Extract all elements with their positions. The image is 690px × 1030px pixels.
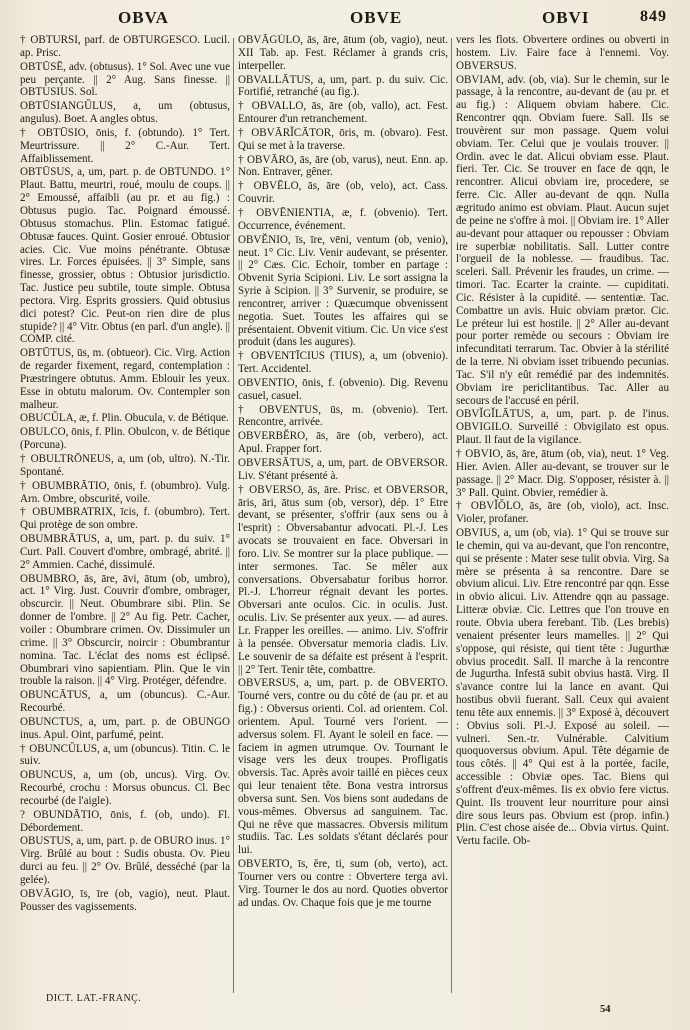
running-head-left: OBVA <box>118 8 169 27</box>
running-head-center: OBVE <box>350 8 403 27</box>
footer-signature: DICT. LAT.-FRANÇ. <box>46 993 142 1004</box>
dictionary-entry: OBUMBRO, ās, āre, āvi, ātum (ob, umbro), act. 1° Virg. Just. Couvrir d'ombre, ombrager, obscurcir. || Neut. Obumbrare sibi. Plin. Se donner de l'ombre. || 2° Au fig. Petr. Cacher, voiler : Obumbrare crimen. Ov. Dissimuler un crime. || 3° Obscurcir, noircir : Obumbrantur nomina. Tac. L'éclat des noms est éclipsé. Obumbrari vino sapientiam. Plin. Que le vin trouble la raison. || 4° Virg. Protéger, défendre. <box>20 572 230 688</box>
dictionary-entry: OBUCŬLA, æ, f. Plin. Obucula, v. de Bétique. <box>20 412 229 425</box>
column-divider <box>451 38 452 993</box>
running-head-right: OBVI <box>542 8 590 27</box>
dictionary-entry: † OBUNCŬLUS, a, um (obuncus). Titin. C. le suiv. <box>20 742 230 768</box>
dictionary-entry: OBUSTUS, a, um, part. p. de OBURO inus. 1° Virg. Brûlé au bout : Sudis obusta. Ov. Pieu durci au feu. || 2° Ov. Brûlé, desséché (par la gelée). <box>20 835 230 886</box>
column-3 <box>456 34 669 992</box>
dictionary-entry: OBVERSUS, a, um, part. p. de OBVERTO. Tourné vers, contre ou du côté de (au pr. et au fig.) : Obversus orienti. Col. ad orientem. Col. orientem. Apul. Tourné vers l'orient. — adversus solem. Fl. Ayant le soleil en face. — faciem in agmen utrumque. Ov. Tournant le visage vers les deux troupes. Profligatis obversis. Tac. Après avoir taillé en pièces ceux qui leur tenaient tête. Bona vestra introrsus obversa sunt. Sen. Vos biens sont audedans de vous-mêmes. Obversus ad sanguinem. Tac. Qui ne rêve que massacres. Obversis militum studiis. Tac. Les soldats s'étant déclarés pour lui. <box>238 677 448 857</box>
dictionary-entry: † OBVALLO, ās, āre (ob, vallo), act. Fest. Entourer d'un retranchement. <box>238 100 448 126</box>
sheet-number: 54 <box>600 1004 611 1015</box>
dictionary-entry: † OBVENTUS, ūs, m. (obvenio). Tert. Rencontre, arrivée. <box>238 403 448 429</box>
dictionary-entry: ? OBUNDĀTIO, ōnis, f. (ob, undo). Fl. Débordement. <box>20 808 230 834</box>
dictionary-entry: OBVIAM, adv. (ob, via). Sur le chemin, sur le passage, à la rencontre, au-devant de (au pr. et au fig.) : Aliquem obviam habere. Cic. Rencontrer qqn. Obviam fuere. Sall. Ils se trouvèrent sur mon passage. Quem volui obviam. Ter. Celui que je voulais trouver. || Ordin. avec le dat. Alicui obviam esse. Plaut. fieri. Ter. Cic. Se trouver en face de qqn, le rencontrer. Alicui obviam ire, procedere, se ferre. Cic. Aller au-devant de qqn. Nulla ægritudo animo est obviam. Plaut. Aucun sujet de peine ne s'offre à moi. || Obviam ire. 1° Aller au-devant pour attaquer ou repousser : Obviam ire superbiæ nobilitatis. Sall. Lutter contre l'orgueil de la noblesse. — fraudibus. Tac. sceleri. Sall. Prévenir les fraudes, un crime. — timori. Tac. Ecarter la crainte. — cupiditati. Cic. Résister à la cupidité. — sententiæ. Tac. Combattre un avis. Huic obviam prætor. Cic. Le préteur lui est hostile. || 2° Aller au-devant pour porter remède ou secours : Obviam ire infecunditati terrarum. Tac. Obvier à la stérilité de la terre. Ni obviam isset tribuendo pecunias. Tac. S'il n'y eût remédié par des indemnités. Obviam ire periclitantibus. Tac. Aller au secours de l'accusé en péril. <box>456 73 669 407</box>
dictionary-entry: OBUNCĀTUS, a, um (obuncus). C.-Aur. Recourbé. <box>20 689 230 715</box>
dictionary-entry: OBVĀGŬLO, ās, āre, ātum (ob, vagio), neut. XII Tab. ap. Fest. Réclamer à grands cris, interpeller. <box>238 34 448 72</box>
dictionary-entry: OBTŪTUS, ūs, m. (obtueor). Cic. Virg. Action de regarder fixement, regard, contemplation : Præstringere obtutus. Amm. Eblouir les yeux. Esse in obtutu malorum. Ov. Contempler son malheur. <box>20 347 230 411</box>
dictionary-entry: OBVALLĀTUS, a, um, part. p. du suiv. Cic. Fortifié, retranché (au fig.). <box>238 73 448 99</box>
dictionary-entry: † OBVĀRO, ās, āre (ob, varus), neut. Enn. ap. Non. Entraver, gêner. <box>238 153 448 179</box>
dictionary-entry: OBVENTIO, ōnis, f. (obvenio). Dig. Revenu casuel, casuel. <box>238 376 448 402</box>
dictionary-entry: OBTŪSIANGŬLUS, a, um (obtusus, angulus). Boet. A angles obtus. <box>20 100 230 126</box>
dictionary-entry: † OBUMBRATRIX, īcis, f. (obumbro). Tert. Qui protège de son ombre. <box>20 506 230 532</box>
dictionary-entry: † OBVĬŎLO, ās, āre (ob, violo), act. Insc. Violer, profaner. <box>456 500 669 526</box>
dictionary-entry: † OBVERSO, ās, āre. Prisc. et OBVERSOR, āris, āri, ātus sum (ob, versor), dép. 1° Etre devant, se présenter, s'offrir (aux sens ou à l'esprit) : Obversabantur advocati. Pl.-J. Les avocats se trouvaient en face. Obversari in foro. Liv. Se montrer sur la place publique. — inter sermones. Tac. Se mêler aux conversations. Obversabatur foribus horror. Pl.-J. L'horreur régnait devant les portes. Obversari ante oculos. Cic. in oculis. Just. oculis. Liv. Se présenter aux yeux. — ad aures. Lr. Frapper les oreilles. — animo. Liv. S'offrir à la pensée. Obversatur memoria cladis. Liv. Le souvenir de sa défaite est présent à l'esprit. || 2° Tert. Tenir tête, combattre. <box>238 483 448 676</box>
dictionary-entry: OBULCO, ōnis, f. Plin. Obulcon, v. de Bétique (Porcuna). <box>20 426 230 452</box>
dictionary-entry: † OBVIO, ās, āre, ātum (ob, via), neut. 1° Veg. Hier. Avien. Aller au-devant, se trouver sur le passage. || 2° Macr. Dig. S'opposer, résister à. || 3° Pall. Quint. Obvier, remédier à. <box>456 448 669 499</box>
dictionary-entry: † OBULTRŌNEUS, a, um (ob, ultro). N.-Tir. Spontané. <box>20 453 230 478</box>
column-2 <box>238 34 448 992</box>
dictionary-entry: OBVĔNIO, īs, īre, vēni, ventum (ob, venio), neut. 1° Cic. Liv. Venir audevant, se présenter. || 2° Cæs. Cic. Echoir, tomber en partage : Obvenit Syria Scipioni. Liv. Le sort assigna la Syrie à Scipion. || 3° Survenir, se produire, se rencontrer, arriver : Quæcumque obvenissent negotia. Suet. Toutes les affaires qui se présentaient. Obvenit vitium. Cic. Un vice s'est produit (dans les augures). <box>238 233 448 349</box>
dictionary-entry: † OBTURSI, parf. de OBTURGESCO. Lucil. ap. Prisc. <box>20 34 230 59</box>
column-divider <box>233 38 234 993</box>
dictionary-entry: † OBVĀRĬCĀTOR, ōris, m. (obvaro). Fest. Qui se met à la traverse. <box>238 126 448 152</box>
dictionary-entry: OBVERTO, īs, ĕre, ti, sum (ob, verto), act. Tourner vers ou contre : Obvertere terga avi. Virg. Tourner le dos au nord. Quoties obvertor ad undas. Ov. Chaque fois que je me tourne <box>238 858 448 909</box>
dictionary-entry: OBUNCUS, a, um (ob, uncus). Virg. Ov. Recourbé, crochu : Morsus obuncus. Cl. Bec recourbé (de l'aigle). <box>20 769 230 807</box>
dictionary-entry: † OBTŪSIO, ōnis, f. (obtundo). 1° Tert. Meurtrissure. || 2° C.-Aur. Tert. Affaiblissement. <box>20 126 230 165</box>
dictionary-entry: OBVĀGIO, īs, īre (ob, vagio), neut. Plaut. Pousser des vagissements. <box>20 887 230 913</box>
dictionary-entry: OBVIUS, a, um (ob, via). 1° Qui se trouve sur le chemin, qui va au-devant, que l'on rencontre, qui se présente : Mater sese tulit obvia. Virg. Sa mère se présenta à sa rencontre. Dare se obvium alicui. Liv. Etre rencontré par qqn. Esse in obvio alicui. Liv. Attendre qqn au passage. Litteræ obviæ. Cic. Lettres que l'on trouve en route. Obvia ubera ferebant. Tib. (Les brebis) venaient présenter leurs mamelles. || 2° Qui s'oppose, qui résiste, qui tient tête : Jugurthæ obvius procedit. Sall. Il marche à la rencontre de Jugurtha. Infestā subit obvius hastā. Virg. Il s'avance contre lui la lance en avant. Qui hostibus obvii fuerant. Sall. Ceux qui avaient tenu tête aux ennemis. || 3° Exposé à, découvert : Obvius soli. Pl.-J. Exposé au soleil. — vulneri. Sen.-tr. Vulnérable. Calvitium quoquoversus obvium. Apul. Tête dégarnie de tous côtés. || 4° Qui est à la portée, facile, accessible : Obviæ opes. Tac. Biens qui s'offrent d'eux-mêmes. Iis ex obvio fere victus. Quint. Ils trouvent leur nourriture pour ainsi dire sous leurs pas. Obvium est (prop. infin.) Plin. C'est chose aisée de... Obvia virtus. Quint. Vertu facile. Ob- <box>456 527 669 848</box>
column-1 <box>20 34 230 992</box>
dictionary-entry: OBTŪSĒ, adv. (obtusus). 1° Sol. Avec une vue peu perçante. || 2° Aug. Sans finesse. || OBTUSIUS. Sol. <box>20 60 230 99</box>
dictionary-entry: † OBVĒLO, ās, āre (ob, velo), act. Cass. Couvrir. <box>238 180 448 206</box>
page-number: 849 <box>640 8 667 25</box>
dictionary-entry: OBVERBĔRO, ās, āre (ob, verbero), act. Apul. Frapper fort. <box>238 430 448 456</box>
dictionary-entry: vers les flots. Obvertere ordines ou obverti in hostem. Liv. Faire face à l'ennemi. Voy. OBVERSUS. <box>456 34 669 72</box>
dictionary-entry: OBUMBRĀTUS, a, um, part. p. du suiv. 1° Curt. Pall. Couvert d'ombre, ombragé, abrité. || 2° Ammien. Caché, dissimulé. <box>20 533 230 571</box>
page-header <box>0 8 690 30</box>
dictionary-entry: OBVĬGĬLĀTUS, a, um, part. p. de l'inus. OBVIGILO. Surveillé : Obvigilato est opus. Plaut. Il faut de la vigilance. <box>456 408 669 447</box>
dictionary-entry: OBVERSĀTUS, a, um, part. de OBVERSOR. Liv. S'étant présenté à. <box>238 457 448 482</box>
dictionary-entry: † OBVĒNIENTIA, æ, f. (obvenio). Tert. Occurrence, événement. <box>238 206 448 232</box>
dictionary-entry: OBUNCTUS, a, um, part. p. de OBUNGO inus. Apul. Oint, parfumé, peint. <box>20 715 230 741</box>
dictionary-entry: † OBVENTĪCIUS (TIUS), a, um (obvenio). Tert. Accidentel. <box>238 350 448 376</box>
dictionary-entry: † OBUMBRĀTIO, ōnis, f. (obumbro). Vulg. Arn. Ombre, obscurité, voile. <box>20 479 230 505</box>
dictionary-entry: OBTŪSUS, a, um, part. p. de OBTUNDO. 1° Plaut. Battu, meurtri, roué, moulu de coups. || 2° Emoussé, affaibli (au pr. et au fig.) : Obtusus pugio. Tac. Poignard émoussé. Obtusus stomachus. Plin. Estomac fatigué. Obtusæ fauces. Quint. Gosier enroué. Obtusior acies. Cic. Vue moins pénétrante. Obtusæ vires. Lr. Forces épuisées. || 3° Simple, sans finesse, grossier, obtus : Obtusior jurisdictio. Tac. Justice peu subtile, toute simple. Obtusa pectora. Virg. Esprits grossiers. Quid obtusius dici potest? Cic. Peut-on rien dire de plus stupide? || 4° Vitr. Obtus (en parl. d'un angle). || COMP. cité. <box>20 166 230 346</box>
